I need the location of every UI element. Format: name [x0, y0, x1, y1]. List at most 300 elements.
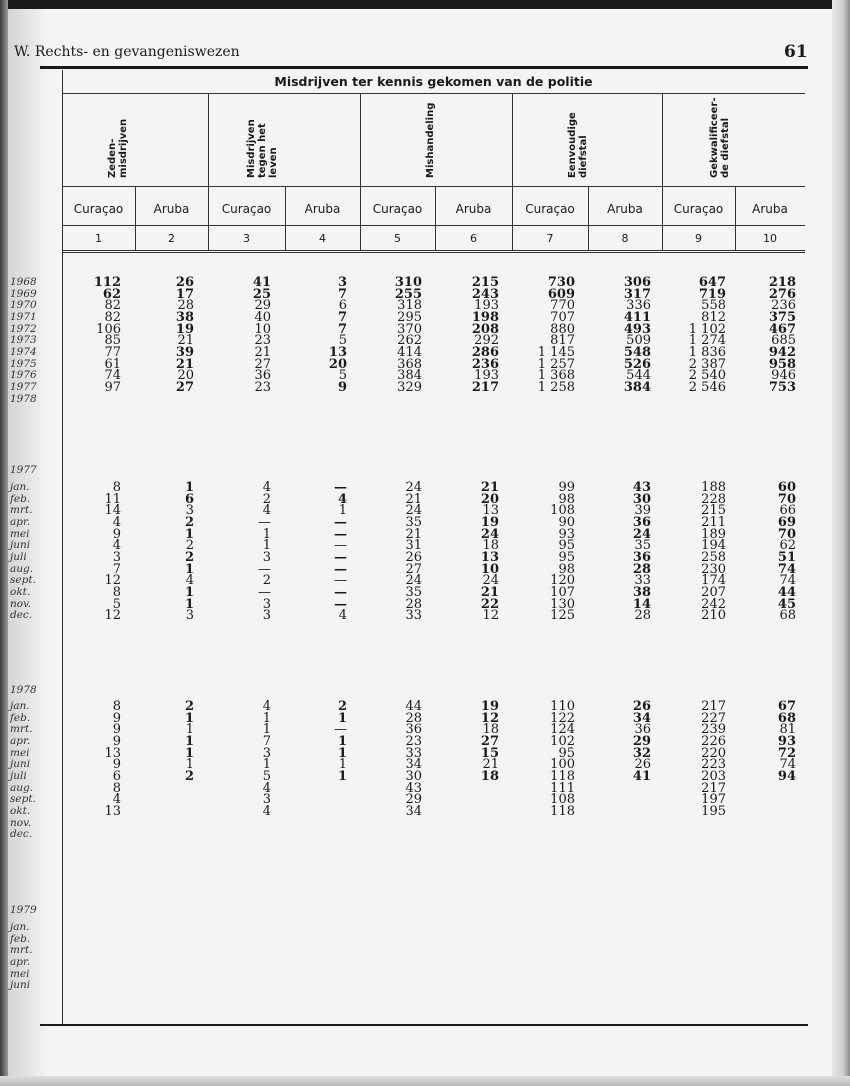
table-cell: 242 — [701, 596, 726, 612]
table-cell: 4 — [112, 792, 121, 808]
table-cell: 3 — [185, 608, 194, 624]
table-cell: 19 — [175, 321, 194, 337]
section-label: 1977 — [10, 464, 37, 476]
table-cell: 193 — [474, 298, 499, 314]
row-label: 1978 — [10, 392, 37, 405]
table-cell: 74 — [777, 561, 796, 577]
table-cell: 707 — [550, 309, 575, 325]
table-cell: 4 — [338, 608, 347, 624]
row-label: juni — [10, 539, 31, 552]
table-cell: 36 — [632, 549, 651, 565]
table-cell: 174 — [701, 573, 726, 589]
table-cell: 1 — [184, 526, 194, 542]
table-cell: 286 — [471, 344, 499, 360]
table-cell: 880 — [550, 321, 575, 337]
table-cell: 368 — [397, 356, 422, 372]
table-cell: 8 — [112, 480, 121, 495]
table-cell: 942 — [768, 344, 796, 360]
column-header: Aruba — [752, 202, 788, 216]
table-cell: 1 — [337, 745, 347, 761]
table-cell: 3 — [262, 596, 271, 612]
table-cell: — — [334, 584, 347, 600]
table-cell: 7 — [337, 321, 347, 337]
table-cell: 19 — [480, 514, 499, 530]
table-cell: 685 — [771, 333, 796, 349]
table-cell: 8 — [112, 780, 121, 796]
row-label: feb. — [10, 711, 31, 724]
table-cell: 21 — [254, 344, 271, 360]
table-cell: 4 — [262, 503, 271, 519]
table-cell: 31 — [405, 538, 422, 554]
table-cell: 1 — [185, 757, 194, 773]
table-cell: 276 — [768, 286, 796, 302]
column-number: 3 — [243, 232, 250, 245]
table-cell: 295 — [397, 309, 422, 325]
table-cell: 24 — [632, 526, 651, 542]
row-label: 1976 — [10, 369, 37, 382]
section-label: 1979 — [10, 904, 37, 916]
table-cell: 236 — [471, 356, 499, 372]
table-cell: 812 — [701, 309, 726, 325]
table-cell: 21 — [177, 333, 194, 349]
table-cell: 6 — [112, 768, 121, 784]
table-cell: 770 — [550, 298, 575, 314]
table-cell: 111 — [550, 780, 575, 796]
table-cell: 20 — [480, 491, 499, 507]
table-cell: 292 — [474, 333, 499, 349]
table-cell: 93 — [777, 733, 796, 749]
table-cell: 6 — [338, 298, 347, 314]
table-cell: 70 — [777, 491, 796, 507]
table-cell: 98 — [558, 491, 575, 507]
table-cell: 33 — [634, 573, 651, 589]
table-cell: 13 — [482, 503, 499, 519]
row-label: jan. — [10, 921, 30, 933]
category-header: Eenvoudige diefstal — [567, 112, 589, 178]
table-cell: 62 — [102, 286, 121, 302]
table-cell: 228 — [701, 491, 726, 507]
table-cell: 753 — [768, 379, 796, 395]
table-cell: 2 — [184, 514, 194, 530]
table-cell: 1 — [184, 596, 194, 612]
table-cell: 4 — [112, 514, 121, 530]
table-cell: 243 — [471, 286, 499, 302]
scan-top-edge — [0, 0, 850, 9]
table-cell: 203 — [701, 768, 726, 784]
column-number: 4 — [319, 232, 326, 245]
table-cell: 548 — [623, 344, 651, 360]
row-label: mrt. — [10, 723, 33, 736]
table-cell: 100 — [550, 757, 575, 773]
table-cell: 6 — [184, 491, 194, 507]
table-cell: 193 — [474, 368, 499, 384]
row-label: 1973 — [10, 334, 37, 347]
table-cell: 255 — [394, 286, 422, 302]
table-cell: 946 — [771, 368, 796, 384]
table-cell: 21 — [480, 584, 499, 600]
table-cell: 18 — [482, 538, 499, 554]
row-label: nov. — [10, 816, 32, 829]
table-cell: — — [334, 561, 347, 577]
table-cell: 18 — [482, 722, 499, 738]
table-cell: 1 — [184, 584, 194, 600]
table-cell: 69 — [777, 514, 796, 530]
table-cell: 9 — [112, 757, 121, 773]
row-label: 1969 — [10, 287, 37, 300]
table-cell: 29 — [254, 298, 271, 314]
table-cell: 90 — [558, 514, 575, 530]
table-cell: 21 — [405, 526, 422, 542]
table-cell: 35 — [405, 514, 422, 530]
row-label: apr. — [10, 515, 31, 528]
column-number: 2 — [168, 232, 175, 245]
table-cell: 2 — [184, 549, 194, 565]
table-cell: 7 — [112, 561, 121, 577]
table-cell: 730 — [547, 275, 575, 290]
table-cell: 1 — [262, 722, 271, 738]
table-cell: 2 540 — [688, 368, 726, 384]
row-label: okt. — [10, 585, 31, 598]
table-cell: 3 — [337, 275, 347, 290]
section-label: 1978 — [10, 684, 37, 696]
table-cell: 34 — [405, 803, 422, 819]
category-header: Mishandeling — [424, 102, 436, 178]
table-cell: — — [258, 514, 271, 530]
table-cell: 120 — [550, 573, 575, 589]
table-cell: 72 — [777, 745, 796, 761]
table-cell: 27 — [405, 561, 422, 577]
table-cell: 61 — [104, 356, 121, 372]
table-cell: 509 — [626, 333, 651, 349]
table-cell: 198 — [471, 309, 499, 325]
table-cell: 43 — [632, 480, 651, 495]
category-header: Misdrijven tegen het leven — [245, 119, 279, 178]
scan-bottom-edge — [0, 1076, 850, 1086]
table-cell: 197 — [701, 792, 726, 808]
table-cell: 384 — [397, 368, 422, 384]
row-label: 1974 — [10, 345, 37, 358]
table-cell: 647 — [698, 275, 726, 290]
row-label: dec. — [10, 609, 33, 622]
table-cell: 108 — [550, 792, 575, 808]
table-cell: 26 — [634, 757, 651, 773]
table-cell: 26 — [632, 699, 651, 714]
table-cell: 211 — [701, 514, 726, 530]
table-cell: 44 — [777, 584, 796, 600]
table-cell: 370 — [397, 321, 422, 337]
row-label: sept. — [10, 793, 36, 806]
table-cell: 5 — [262, 768, 271, 784]
table-cell: 35 — [405, 584, 422, 600]
row-label: mrt. — [10, 944, 33, 957]
table-cell: — — [334, 549, 347, 565]
table-cell: 467 — [768, 321, 796, 337]
table-cell: 1 — [337, 733, 347, 749]
table-cell: 3 — [262, 792, 271, 808]
table-cell: 2 — [337, 699, 347, 714]
column-number: 6 — [470, 232, 477, 245]
table-cell: 223 — [701, 757, 726, 773]
table-cell: 2 387 — [688, 356, 726, 372]
table-cell: 24 — [480, 526, 499, 542]
page-number: 61 — [784, 42, 808, 62]
table-cell: 318 — [397, 298, 422, 314]
table-cell: 13 — [328, 344, 347, 360]
table-cell: 208 — [471, 321, 499, 337]
scan-right-edge — [832, 0, 850, 1086]
table-cell: 7 — [337, 286, 347, 302]
table-cell: 8 — [112, 584, 121, 600]
table-cell: 1 — [262, 526, 271, 542]
table-cell: 236 — [771, 298, 796, 314]
column-header: Aruba — [304, 202, 341, 216]
table-cell: 5 — [338, 333, 347, 349]
table-cell: 1 274 — [688, 333, 726, 349]
table-cell: 2 — [185, 538, 194, 554]
table-cell: 108 — [550, 503, 575, 519]
table-cell: 40 — [254, 309, 271, 325]
row-label: okt. — [10, 804, 31, 817]
table-cell: 4 — [262, 780, 271, 796]
table-cell: 7 — [262, 733, 271, 749]
table-cell: 36 — [634, 722, 651, 738]
table-cell: 28 — [634, 608, 651, 624]
row-label: 1972 — [10, 322, 37, 335]
table-cell: 3 — [262, 608, 271, 624]
table-cell: 70 — [777, 526, 796, 542]
table-cell: 35 — [634, 538, 651, 554]
table-cell: 68 — [779, 608, 796, 624]
table-cell: 33 — [405, 745, 422, 761]
table-cell: 25 — [252, 286, 271, 302]
table-cell: 217 — [701, 780, 726, 796]
table-cell: 27 — [254, 356, 271, 372]
table-cell: 4 — [337, 491, 347, 507]
table-cell: 34 — [405, 757, 422, 773]
table-cell: 210 — [701, 608, 726, 624]
table-cell: 93 — [558, 526, 575, 542]
table-cell: 2 — [262, 573, 271, 589]
column-divider — [208, 93, 209, 250]
table-cell: 1 — [262, 538, 271, 554]
table-cell: 97 — [104, 379, 121, 395]
column-header: Aruba — [607, 202, 643, 216]
column-header: Curaçao — [73, 202, 124, 216]
table-cell: 336 — [626, 298, 651, 314]
table-cell: 33 — [405, 608, 422, 624]
scan-left-edge — [0, 0, 8, 1086]
table-cell: 719 — [698, 286, 726, 302]
table-cell: 24 — [405, 503, 422, 519]
table-cell: 43 — [405, 780, 422, 796]
table-cell: 4 — [185, 573, 194, 589]
table-cell: 12 — [104, 608, 121, 624]
table-cell: 74 — [104, 368, 121, 384]
table-cell: 2 — [262, 491, 271, 507]
table-cell: 106 — [96, 321, 121, 337]
row-label: mrt. — [10, 504, 33, 517]
table-cell: 118 — [550, 768, 575, 784]
table-cell: 62 — [779, 538, 796, 554]
table-cell: 217 — [471, 379, 499, 395]
table-cell: 29 — [405, 792, 422, 808]
column-divider — [662, 93, 663, 250]
table-cell: 41 — [632, 768, 651, 784]
column-header: Aruba — [153, 202, 190, 216]
column-number: 10 — [763, 232, 777, 245]
table-cell: 36 — [405, 722, 422, 738]
row-label: juni — [10, 979, 31, 992]
column-number: 8 — [621, 232, 629, 245]
table-cell: 220 — [701, 745, 726, 761]
table-cell: 609 — [547, 286, 575, 302]
table-cell: 85 — [104, 333, 121, 349]
column-header: Aruba — [455, 202, 492, 216]
table-cell: 217 — [701, 699, 726, 714]
row-label: juni — [10, 758, 31, 771]
table-cell: 39 — [175, 344, 194, 360]
table-cell: 9 — [112, 722, 121, 738]
table-cell: 24 — [405, 573, 422, 589]
table-cell: 19 — [480, 699, 499, 714]
table-cell: 14 — [104, 503, 121, 519]
table-cell: — — [334, 526, 347, 542]
table-cell: 21 — [482, 757, 499, 773]
row-label: jan. — [10, 700, 30, 712]
table-cell: 1 257 — [537, 356, 575, 372]
table-cell: 13 — [480, 549, 499, 565]
table-cell: 13 — [104, 745, 121, 761]
table-cell: 12 — [104, 573, 121, 589]
table-cell: 30 — [632, 491, 651, 507]
row-label: 1970 — [10, 299, 37, 312]
row-label: juli — [10, 769, 27, 782]
column-header: Curaçao — [372, 202, 423, 216]
table-cell: 122 — [550, 710, 575, 726]
table-cell: — — [334, 514, 347, 530]
table-cell: 329 — [397, 379, 422, 395]
table-cell: 1 — [338, 757, 347, 773]
table-cell: 26 — [405, 549, 422, 565]
column-divider — [512, 93, 513, 250]
category-header: Gekwalificeer- de diefstal — [709, 97, 731, 178]
table-cell: 24 — [405, 480, 422, 495]
table-cell: — — [334, 480, 347, 495]
table-cell: 74 — [779, 757, 796, 773]
table-cell: 81 — [779, 722, 796, 738]
table-cell: 230 — [701, 561, 726, 577]
table-cell: 17 — [175, 286, 194, 302]
table-cell: — — [258, 561, 271, 577]
table-cell: 24 — [482, 573, 499, 589]
table-cell: 11 — [104, 491, 121, 507]
row-label: mei — [10, 967, 30, 980]
column-divider — [62, 93, 63, 250]
table-cell: 188 — [701, 480, 726, 495]
table-cell: 26 — [175, 275, 194, 290]
table-cell: 1 145 — [537, 344, 575, 360]
table-cell: 207 — [701, 584, 726, 600]
table-cell: 38 — [175, 309, 194, 325]
table-cell: 21 — [405, 491, 422, 507]
table-cell: 2 — [184, 699, 194, 714]
table-cell: 66 — [779, 503, 796, 519]
table-cell: 817 — [550, 333, 575, 349]
table-cell: 44 — [405, 699, 422, 714]
table-cell: 189 — [701, 526, 726, 542]
row-label: apr. — [10, 955, 31, 968]
table-cell: 28 — [405, 710, 422, 726]
table-cell: 9 — [112, 710, 121, 726]
table-cell: 77 — [104, 344, 121, 360]
table-cell: 95 — [558, 549, 575, 565]
table-cell: 12 — [480, 710, 499, 726]
table-cell: — — [334, 722, 347, 738]
table-cell: 60 — [777, 480, 796, 495]
footer-rule — [40, 1024, 808, 1026]
table-cell: 32 — [632, 745, 651, 761]
table-cell: 9 — [337, 379, 347, 395]
table-cell: 21 — [480, 480, 499, 495]
table-rule — [62, 252, 805, 253]
column-number: 7 — [546, 232, 554, 245]
table-cell: 98 — [558, 561, 575, 577]
table-cell: 306 — [623, 275, 651, 290]
table-cell: 262 — [397, 333, 422, 349]
table-cell: 239 — [701, 722, 726, 738]
column-header: Curaçao — [673, 202, 724, 216]
table-cell: 23 — [405, 733, 422, 749]
table-cell: 310 — [394, 275, 422, 290]
table-cell: 45 — [777, 596, 796, 612]
header-rule — [40, 66, 808, 69]
table-cell: 1 — [338, 503, 347, 519]
table-cell: 5 — [112, 596, 121, 612]
table-cell: 2 — [184, 768, 194, 784]
row-label: mei — [10, 527, 30, 540]
table-cell: — — [258, 584, 271, 600]
row-label: 1968 — [10, 276, 37, 288]
column-number: 5 — [394, 232, 401, 245]
row-label: dec. — [10, 828, 33, 841]
table-cell: 124 — [550, 722, 575, 738]
table-cell: 493 — [623, 321, 651, 337]
table-cell: 68 — [777, 710, 796, 726]
table-cell: 28 — [177, 298, 194, 314]
table-cell: 384 — [623, 379, 651, 395]
table-cell: 38 — [632, 584, 651, 600]
table-cell: 1 836 — [688, 344, 726, 360]
table-cell: 10 — [254, 321, 271, 337]
table-cell: 1 — [185, 722, 194, 738]
table-cell: 12 — [482, 608, 499, 624]
table-cell: 39 — [634, 503, 651, 519]
table-cell: 95 — [558, 745, 575, 761]
table-cell: 130 — [550, 596, 575, 612]
table-cell: 1 — [337, 710, 347, 726]
table-cell: 226 — [701, 733, 726, 749]
table-cell: 558 — [701, 298, 726, 314]
table-cell: 82 — [104, 309, 121, 325]
table-cell: 195 — [701, 803, 726, 819]
table-cell: 958 — [768, 356, 796, 372]
table-cell: 227 — [701, 710, 726, 726]
table-cell: 7 — [337, 309, 347, 325]
table-cell: 1 — [262, 710, 271, 726]
running-title: W. Rechts- en gevangeniswezen — [14, 44, 240, 60]
table-cell: 414 — [397, 344, 422, 360]
table-cell: 1 102 — [688, 321, 726, 337]
